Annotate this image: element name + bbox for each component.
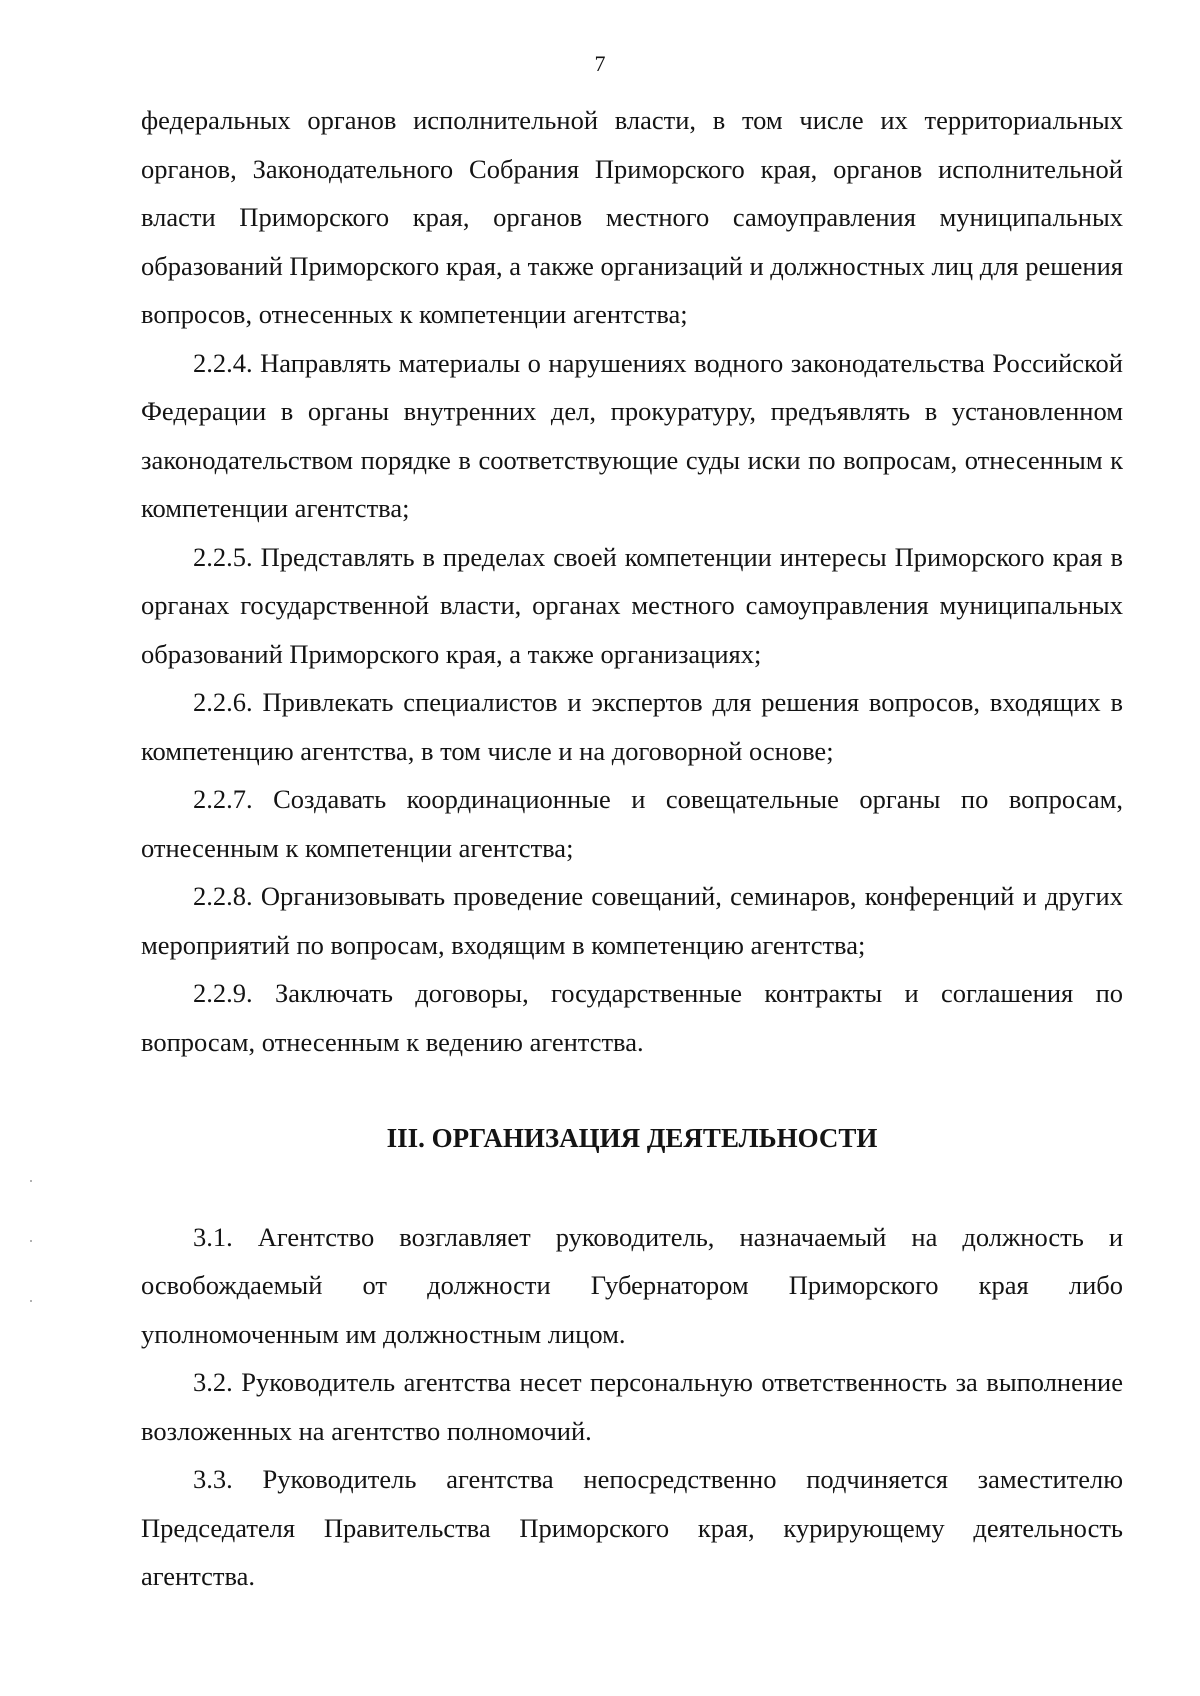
- paragraph-3-3: 3.3. Руководитель агентства непосредственно подчиняется заместителю Председателя Правительства Приморского края, курирующему деятельность агентства.: [141, 1464, 1123, 1591]
- paragraph-2-2-5: 2.2.5. Представлять в пределах своей компетенции интересы Приморского края в органах государственной власти, органах местного самоуправления муниципальных образований Приморского края, а также организациях;: [141, 541, 1123, 669]
- scan-speck: [30, 1240, 32, 1242]
- section-heading: III. ОРГАНИЗАЦИЯ ДЕЯТЕЛЬНОСТИ: [386, 1123, 878, 1153]
- paragraph-2-2-6: 2.2.6. Привлекать специалистов и экспертов для решения вопросов, входящих в компетенцию агентства, в том числе и на договорной основе;: [141, 687, 1123, 766]
- scan-speck: [30, 1180, 32, 1182]
- paragraph-2-2-7: 2.2.7. Создавать координационные и совещательные органы по вопросам, отнесенным к компетенции агентства;: [141, 784, 1123, 863]
- document-body: [141, 96, 1123, 1601]
- paragraph-2-2-9: 2.2.9. Заключать договоры, государственные контракты и соглашения по вопросам, отнесенным к ведению агентства.: [141, 978, 1123, 1057]
- paragraph-2-2-8: 2.2.8. Организовывать проведение совещаний, семинаров, конференций и других мероприятий по вопросам, входящим в компетенцию агентства;: [141, 881, 1123, 960]
- page-number: 7: [594, 51, 606, 76]
- paragraph-3-1: 3.1. Агентство возглавляет руководитель, назначаемый на должность и освобождаемый от должности Губернатором Приморского края либо уполномоченным им должностным лицом.: [141, 1221, 1123, 1349]
- spacer: [141, 1066, 1123, 1114]
- scan-speck: [30, 1300, 32, 1302]
- paragraph-2-2-4: 2.2.4. Направлять материалы о нарушениях водного законодательства Российской Федерации в органы внутренних дел, прокуратуру, предъявлять в установленном законодательством порядке в соответствующие суды иски по вопросам, отнесенным к компетенции агентства;: [141, 347, 1123, 523]
- paragraph-continuation: федеральных органов исполнительной власти, в том числе их территориальных органов, Законодательного Собрания Приморского края, органов исполнительной власти Приморского края, органов местного самоуправления муниципальных образований Приморского края, а также организаций и должностных лиц для решения вопросов, отнесенных к компетенции агентства;: [141, 105, 1123, 329]
- spacer: [141, 1163, 1123, 1213]
- paragraph-3-2: 3.2. Руководитель агентства несет персональную ответственность за выполнение возложенных на агентство полномочий.: [141, 1367, 1123, 1446]
